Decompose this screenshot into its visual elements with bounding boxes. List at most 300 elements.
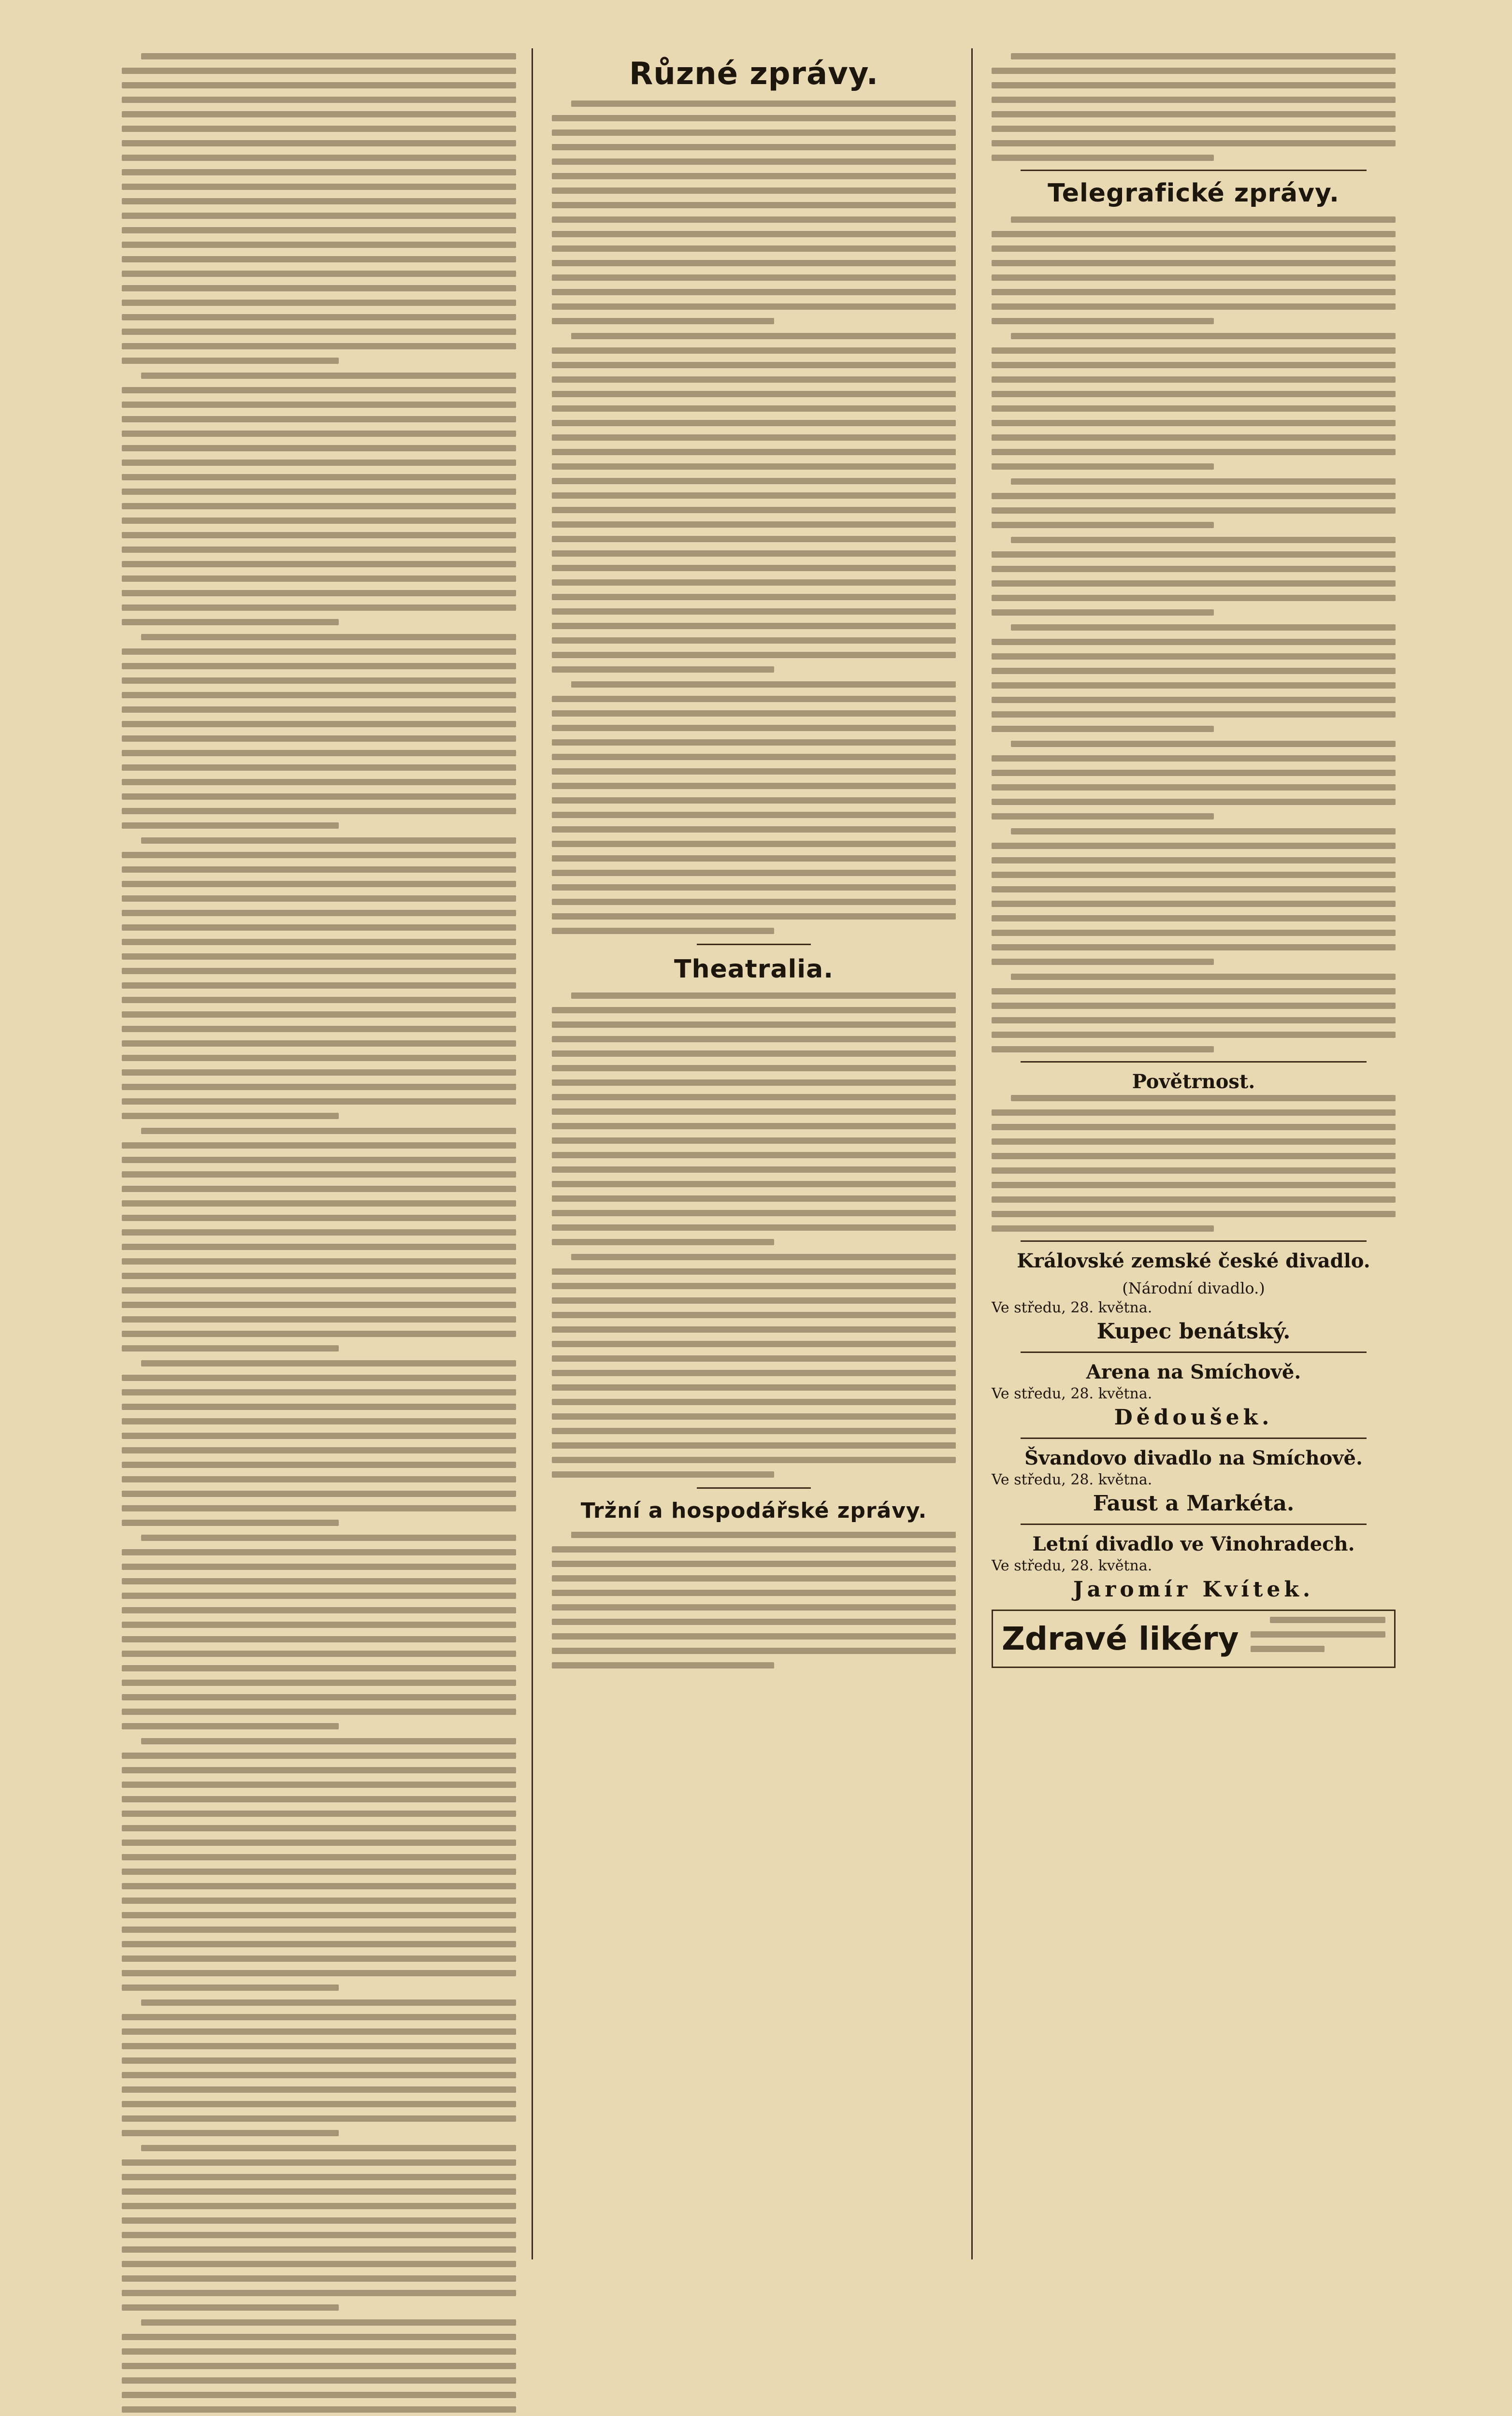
- text-paragraph: [1251, 1617, 1385, 1652]
- text-line: [992, 1032, 1396, 1038]
- text-line: [122, 387, 516, 393]
- text-line: [122, 1447, 516, 1453]
- text-line: [552, 1662, 774, 1668]
- text-line: [992, 1017, 1396, 1023]
- text-line: [141, 1535, 516, 1541]
- text-line: [552, 899, 956, 905]
- text-line: [552, 434, 956, 441]
- text-line: [141, 1999, 516, 2006]
- text-paragraph: [122, 2145, 516, 2311]
- text-line: [552, 507, 956, 513]
- text-line: [122, 1985, 339, 1991]
- text-line: [992, 1138, 1396, 1145]
- text-line: [122, 924, 516, 931]
- text-line: [122, 1389, 516, 1395]
- text-line: [122, 1709, 516, 1715]
- text-line: [141, 2319, 516, 2326]
- text-line: [122, 2174, 516, 2180]
- text-line: [552, 666, 774, 673]
- text-line: [552, 768, 956, 775]
- text-line: [122, 140, 516, 146]
- text-paragraph: [992, 478, 1396, 528]
- text-line: [552, 376, 956, 383]
- text-line: [992, 755, 1396, 762]
- text-line: [122, 590, 516, 596]
- text-line: [552, 608, 956, 615]
- text-line: [122, 1200, 516, 1207]
- text-line: [552, 1619, 956, 1625]
- text-line: [122, 2203, 516, 2209]
- text-line: [992, 843, 1396, 849]
- text-line: [992, 770, 1396, 776]
- text-line: [1251, 1646, 1325, 1652]
- divider: [1021, 1061, 1367, 1063]
- text-line: [122, 2188, 516, 2195]
- text-line: [992, 915, 1396, 921]
- text-line: [122, 2072, 516, 2078]
- text-line: [141, 1738, 516, 1744]
- text-line: [552, 1370, 956, 1376]
- column-left: [111, 53, 527, 2255]
- text-line: [1011, 333, 1396, 339]
- text-line: [992, 901, 1396, 907]
- text-line: [122, 546, 516, 553]
- text-line: [992, 434, 1396, 441]
- text-line: [552, 1590, 956, 1596]
- text-line: [552, 565, 956, 571]
- text-line: [122, 1476, 516, 1482]
- text-line: [992, 668, 1396, 674]
- text-line: [552, 1413, 956, 1420]
- theatre-name: Švandovo divadlo na Smíchově.: [1024, 1447, 1363, 1469]
- text-line: [992, 1167, 1396, 1174]
- text-line: [992, 449, 1396, 455]
- text-line: [992, 1153, 1396, 1159]
- text-line: [552, 1108, 956, 1115]
- text-line: [552, 594, 956, 600]
- text-line: [122, 1680, 516, 1686]
- text-paragraph: [122, 373, 516, 625]
- text-line: [1011, 1095, 1396, 1101]
- text-line: [571, 101, 956, 107]
- text-line: [141, 1360, 516, 1366]
- text-line: [122, 2246, 516, 2253]
- theatre-name: Letní divadlo ve Vinohradech.: [1032, 1533, 1355, 1555]
- text-line: [992, 799, 1396, 805]
- text-line: [992, 111, 1396, 117]
- text-line: [122, 1142, 516, 1149]
- text-line: [992, 231, 1396, 237]
- text-line: [122, 1302, 516, 1308]
- text-line: [122, 2130, 339, 2136]
- text-line: [122, 489, 516, 495]
- text-paragraph: [552, 992, 956, 1245]
- text-line: [122, 2275, 516, 2282]
- text-line: [552, 797, 956, 804]
- text-line: [122, 1956, 516, 1962]
- text-line: [552, 202, 956, 208]
- divider: [1021, 1352, 1367, 1353]
- text-line: [122, 82, 516, 88]
- text-line: [122, 1694, 516, 1700]
- text-line: [122, 1665, 516, 1671]
- text-line: [122, 1927, 516, 1933]
- text-line: [122, 677, 516, 684]
- text-line: [992, 303, 1396, 310]
- text-line: [122, 968, 516, 974]
- text-line: [552, 1268, 956, 1275]
- text-paragraph: [992, 1095, 1396, 1232]
- text-line: [992, 405, 1396, 412]
- text-line: [122, 1854, 516, 1860]
- text-line: [122, 1215, 516, 1221]
- text-line: [122, 97, 516, 103]
- text-line: [122, 2406, 516, 2413]
- text-line: [122, 852, 516, 858]
- text-paragraph: [122, 837, 516, 1119]
- text-line: [122, 1912, 516, 1918]
- text-line: [122, 1753, 516, 1759]
- text-line: [992, 260, 1396, 266]
- text-line: [122, 169, 516, 175]
- text-line: [992, 944, 1396, 950]
- theatre-note: (Národní divadlo.): [1122, 1279, 1265, 1297]
- play-title: Kupec benátský.: [1096, 1319, 1291, 1344]
- text-line: [122, 663, 516, 669]
- text-line: [122, 503, 516, 509]
- text-line: [122, 721, 516, 727]
- text-line: [122, 1622, 516, 1628]
- text-paragraph: [992, 53, 1396, 161]
- text-line: [122, 1069, 516, 1076]
- text-line: [122, 1084, 516, 1090]
- text-line: [552, 652, 956, 658]
- text-line: [122, 2348, 516, 2355]
- play-title: Jaromír Kvítek.: [1073, 1577, 1314, 1602]
- text-line: [122, 2014, 516, 2020]
- text-paragraph: [122, 1128, 516, 1352]
- text-line: [141, 373, 516, 379]
- text-line: [122, 1505, 516, 1511]
- text-line: [122, 1418, 516, 1424]
- text-line: [552, 1210, 956, 1216]
- text-line: [122, 2043, 516, 2049]
- text-line: [992, 872, 1396, 878]
- text-line: [122, 750, 516, 756]
- text-line: [122, 575, 516, 582]
- text-line: [552, 1561, 956, 1567]
- text-line: [552, 1079, 956, 1086]
- text-line: [992, 420, 1396, 426]
- text-line: [1011, 828, 1396, 834]
- text-line: [122, 1244, 516, 1250]
- text-line: [552, 144, 956, 150]
- text-line: [122, 866, 516, 873]
- text-line: [552, 405, 956, 412]
- text-line: [122, 648, 516, 655]
- text-line: [122, 1491, 516, 1497]
- text-line: [552, 303, 956, 310]
- text-line: [992, 609, 1214, 616]
- text-line: [141, 837, 516, 844]
- text-line: [122, 1636, 516, 1642]
- text-paragraph: [552, 101, 956, 324]
- text-line: [992, 391, 1396, 397]
- column-right: [981, 53, 1406, 2255]
- text-line: [122, 1157, 516, 1163]
- text-line: [552, 289, 956, 295]
- play-title: Faust a Markéta.: [1093, 1491, 1295, 1516]
- text-line: [122, 764, 516, 771]
- text-line: [552, 550, 956, 557]
- text-line: [992, 155, 1214, 161]
- text-line: [552, 1297, 956, 1304]
- text-line: [992, 68, 1396, 74]
- text-line: [552, 1195, 956, 1202]
- text-line: [122, 68, 516, 74]
- text-line: [992, 318, 1214, 324]
- text-line: [122, 1869, 516, 1875]
- text-line: [122, 604, 516, 611]
- text-paragraph: [122, 1535, 516, 1729]
- divider: [697, 944, 811, 945]
- section-heading-weather: Povětrnost.: [1132, 1070, 1255, 1093]
- theatre-listing: [992, 1250, 1396, 1602]
- text-line: [552, 231, 956, 237]
- text-paragraph: [552, 1254, 956, 1478]
- text-line: [552, 739, 956, 746]
- text-line: [122, 982, 516, 989]
- text-line: [992, 507, 1396, 514]
- text-line: [122, 1098, 516, 1105]
- text-line: [122, 881, 516, 887]
- text-line: [122, 997, 516, 1003]
- text-paragraph: [122, 634, 516, 829]
- text-line: [122, 1316, 516, 1323]
- theatre-day: Ve středu, 28. května.: [992, 1385, 1152, 1402]
- theatre-day: Ve středu, 28. května.: [992, 1299, 1152, 1316]
- text-line: [1251, 1631, 1385, 1638]
- text-line: [552, 1152, 956, 1158]
- text-line: [1011, 741, 1396, 747]
- text-line: [552, 478, 956, 484]
- text-line: [122, 1258, 516, 1265]
- text-line: [552, 1065, 956, 1071]
- text-line: [552, 855, 956, 862]
- text-line: [122, 1462, 516, 1468]
- text-line: [1011, 537, 1396, 543]
- text-line: [552, 1123, 956, 1129]
- text-line: [552, 173, 956, 179]
- text-line: [552, 1036, 956, 1042]
- text-line: [552, 158, 956, 165]
- text-line: [122, 1825, 516, 1831]
- text-paragraph: [552, 681, 956, 934]
- text-line: [141, 634, 516, 640]
- text-line: [122, 474, 516, 480]
- text-line: [122, 1171, 516, 1178]
- text-line: [552, 725, 956, 731]
- text-line: [992, 463, 1214, 470]
- text-paragraph: [992, 216, 1396, 324]
- text-line: [122, 242, 516, 248]
- text-line: [552, 115, 956, 121]
- text-line: [552, 274, 956, 281]
- section-heading-theatre: Theatralia.: [674, 955, 834, 984]
- text-line: [992, 347, 1396, 354]
- text-line: [122, 2057, 516, 2064]
- text-line: [122, 343, 516, 349]
- text-line: [552, 928, 774, 934]
- text-line: [122, 2261, 516, 2267]
- text-line: [122, 227, 516, 233]
- text-line: [552, 841, 956, 847]
- text-line: [552, 1428, 956, 1434]
- column-rule: [532, 48, 533, 2259]
- text-line: [122, 953, 516, 960]
- text-line: [122, 1941, 516, 1947]
- text-paragraph: [122, 1999, 516, 2136]
- text-line: [992, 140, 1396, 146]
- text-line: [992, 1225, 1214, 1232]
- text-line: [552, 1224, 956, 1231]
- text-line: [122, 1273, 516, 1279]
- text-line: [122, 1011, 516, 1018]
- text-line: [122, 1782, 516, 1788]
- text-line: [122, 518, 516, 524]
- text-line: [552, 1094, 956, 1100]
- text-line: [122, 1433, 516, 1439]
- text-line: [122, 1040, 516, 1047]
- column-middle: [541, 53, 966, 2255]
- divider: [1021, 1438, 1367, 1439]
- text-line: [992, 857, 1396, 863]
- text-line: [552, 696, 956, 702]
- text-paragraph: [992, 741, 1396, 820]
- text-line: [992, 784, 1396, 791]
- text-line: [992, 711, 1396, 718]
- text-paragraph: [122, 2319, 516, 2416]
- text-line: [552, 347, 956, 354]
- text-line: [552, 449, 956, 455]
- text-line: [552, 826, 956, 833]
- text-line: [122, 1898, 516, 1904]
- text-line: [552, 1050, 956, 1057]
- text-line: [992, 1182, 1396, 1188]
- text-line: [141, 53, 516, 59]
- text-line: [992, 988, 1396, 994]
- text-line: [122, 300, 516, 306]
- column-rule: [971, 48, 973, 2259]
- text-line: [122, 1375, 516, 1381]
- text-line: [141, 1128, 516, 1134]
- text-line: [992, 639, 1396, 645]
- text-line: [552, 187, 956, 194]
- text-line: [122, 111, 516, 117]
- text-line: [992, 726, 1214, 732]
- text-line: [122, 358, 339, 364]
- text-line: [552, 1546, 956, 1553]
- text-line: [122, 1345, 339, 1352]
- text-line: [122, 561, 516, 567]
- text-line: [552, 1457, 956, 1463]
- text-line: [122, 1287, 516, 1294]
- text-line: [1011, 216, 1396, 223]
- text-line: [992, 362, 1396, 368]
- text-line: [122, 2028, 516, 2035]
- text-line: [122, 2115, 516, 2122]
- text-line: [122, 213, 516, 219]
- text-line: [122, 2334, 516, 2340]
- text-line: [122, 532, 516, 538]
- text-line: [992, 697, 1396, 703]
- text-line: [571, 1254, 956, 1260]
- text-line: [122, 1723, 339, 1729]
- text-line: [1011, 53, 1396, 59]
- text-line: [122, 1578, 516, 1584]
- play-title: Dědoušek.: [1114, 1405, 1273, 1430]
- text-line: [552, 913, 956, 920]
- text-line: [552, 1355, 956, 1362]
- text-line: [122, 1549, 516, 1555]
- text-line: [552, 812, 956, 818]
- text-paragraph: [552, 333, 956, 673]
- text-line: [122, 402, 516, 408]
- theatre-name: Arena na Smíchově.: [1086, 1361, 1301, 1383]
- text-line: [122, 1026, 516, 1032]
- text-line: [992, 1124, 1396, 1130]
- text-line: [992, 959, 1214, 965]
- text-line: [141, 2145, 516, 2151]
- text-line: [1270, 1617, 1385, 1623]
- text-line: [122, 735, 516, 742]
- text-line: [552, 1399, 956, 1405]
- text-paragraph: [992, 828, 1396, 965]
- text-line: [992, 930, 1396, 936]
- text-line: [992, 82, 1396, 88]
- advertisement: [992, 1610, 1396, 1668]
- text-line: [122, 1113, 339, 1119]
- text-paragraph: [992, 624, 1396, 732]
- text-line: [552, 362, 956, 368]
- text-paragraph: [122, 1360, 516, 1526]
- text-line: [122, 1796, 516, 1802]
- text-line: [552, 623, 956, 629]
- text-line: [122, 895, 516, 902]
- text-line: [122, 314, 516, 320]
- text-line: [122, 256, 516, 262]
- text-line: [1011, 974, 1396, 980]
- text-line: [992, 886, 1396, 892]
- text-line: [122, 1607, 516, 1613]
- text-line: [122, 126, 516, 132]
- text-line: [992, 289, 1396, 295]
- text-line: [122, 1055, 516, 1061]
- text-line: [122, 445, 516, 451]
- text-line: [992, 580, 1396, 587]
- text-line: [552, 245, 956, 252]
- text-line: [122, 1883, 516, 1889]
- theatre-day: Ve středu, 28. května.: [992, 1557, 1152, 1574]
- text-line: [571, 333, 956, 339]
- text-line: [122, 2304, 339, 2311]
- text-line: [552, 1021, 956, 1028]
- text-line: [552, 1181, 956, 1187]
- text-line: [1011, 624, 1396, 631]
- text-line: [122, 779, 516, 785]
- text-line: [122, 431, 516, 437]
- text-line: [122, 1229, 516, 1236]
